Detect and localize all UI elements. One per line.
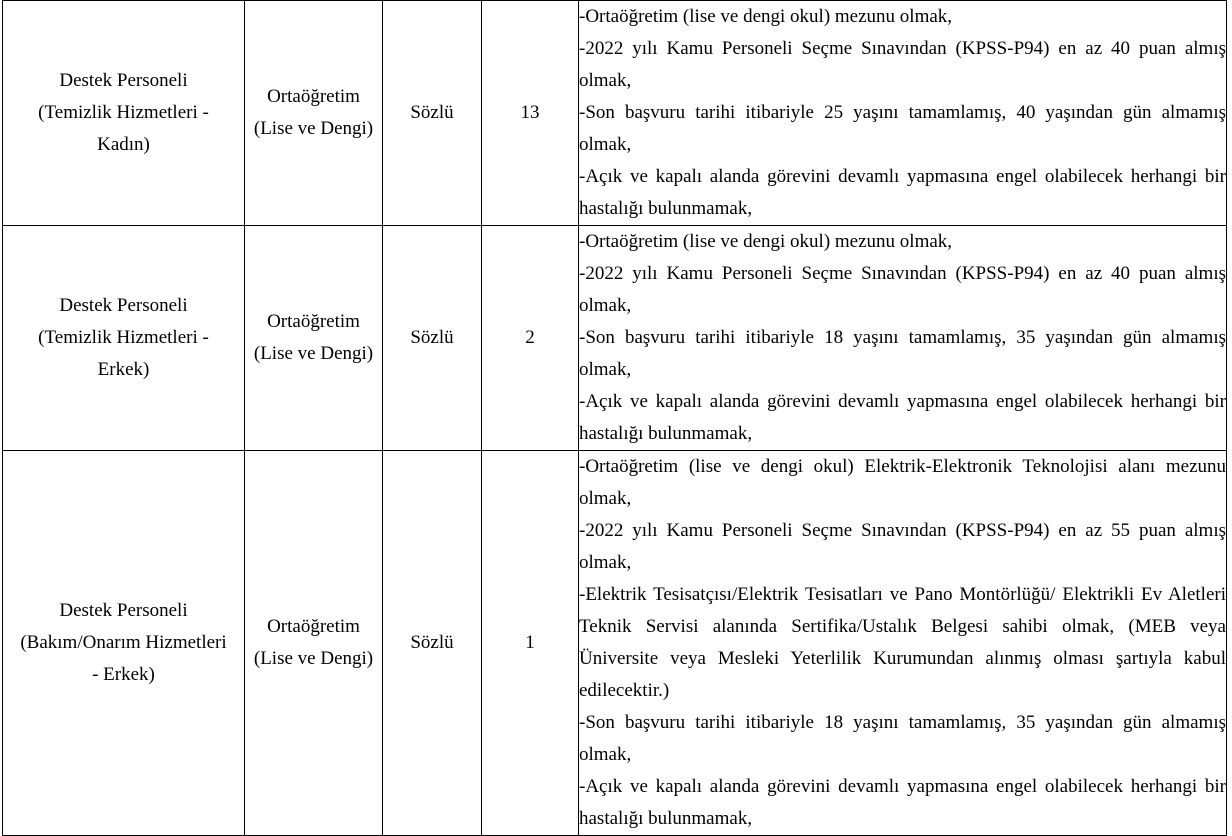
position-line: (Bakım/Onarım Hizmetleri bbox=[20, 632, 227, 653]
education-line: (Lise ve Dengi) bbox=[253, 118, 374, 139]
position-cell bbox=[3, 226, 245, 451]
table-row bbox=[3, 1, 1227, 226]
requirement-item: -Ortaöğretim (lise ve dengi okul) Elektrik-Elektronik Teknolojisi alanı mezunu olmak, bbox=[579, 456, 1226, 509]
position-line: Erkek) bbox=[97, 359, 150, 380]
position-line: (Temizlik Hizmetleri - bbox=[38, 327, 209, 348]
education-cell bbox=[245, 451, 383, 836]
position-count-cell: 1 bbox=[482, 451, 579, 836]
requirement-item: -2022 yılı Kamu Personeli Seçme Sınavından (KPSS-P94) en az 55 puan almış olmak, bbox=[579, 520, 1226, 573]
exam-type-cell: Sözlü bbox=[383, 1, 482, 226]
requirement-item: -Açık ve kapalı alanda görevini devamlı yapmasına engel olabilecek herhangi bir hastalığı bulunmamak, bbox=[579, 166, 1226, 219]
position-count-cell: 2 bbox=[482, 226, 579, 451]
requirement-item: -2022 yılı Kamu Personeli Seçme Sınavından (KPSS-P94) en az 40 puan almış olmak, bbox=[579, 38, 1226, 91]
requirement-item: -Son başvuru tarihi itibariyle 25 yaşını tamamlamış, 40 yaşından gün almamış olmak, bbox=[579, 102, 1226, 155]
personnel-requirements-table bbox=[2, 0, 1227, 836]
education-line: Ortaöğretim bbox=[267, 616, 360, 637]
requirements-cell bbox=[579, 226, 1227, 451]
table-row bbox=[3, 226, 1227, 451]
position-line: (Temizlik Hizmetleri - bbox=[38, 102, 209, 123]
position-line: Kadın) bbox=[97, 134, 150, 155]
position-cell bbox=[3, 1, 245, 226]
education-cell bbox=[245, 1, 383, 226]
education-line: (Lise ve Dengi) bbox=[253, 648, 374, 669]
position-line: Destek Personeli bbox=[59, 70, 188, 91]
requirement-item: -Son başvuru tarihi itibariyle 18 yaşını tamamlamış, 35 yaşından gün almamış olmak, bbox=[579, 712, 1226, 765]
education-line: Ortaöğretim bbox=[267, 311, 360, 332]
education-line: (Lise ve Dengi) bbox=[253, 343, 374, 364]
requirements-cell bbox=[579, 451, 1227, 836]
requirement-item: -Son başvuru tarihi itibariyle 18 yaşını tamamlamış, 35 yaşından gün almamış olmak, bbox=[579, 327, 1226, 380]
requirement-item: -Açık ve kapalı alanda görevini devamlı yapmasına engel olabilecek herhangi bir hastalığı bulunmamak, bbox=[579, 391, 1226, 444]
requirement-item: -Ortaöğretim (lise ve dengi okul) mezunu olmak, bbox=[579, 6, 953, 27]
education-line: Ortaöğretim bbox=[267, 86, 360, 107]
education-cell bbox=[245, 226, 383, 451]
requirement-item: -Açık ve kapalı alanda görevini devamlı yapmasına engel olabilecek herhangi bir hastalığı bulunmamak, bbox=[579, 776, 1226, 829]
requirements-cell bbox=[579, 1, 1227, 226]
requirement-item: -2022 yılı Kamu Personeli Seçme Sınavından (KPSS-P94) en az 40 puan almış olmak, bbox=[579, 263, 1226, 316]
requirement-item: -Elektrik Tesisatçısı/Elektrik Tesisatları ve Pano Montörlüğü/ Elektrikli Ev Aletleri Teknik Servisi alanında Sertifika/Ustalık Belgesi sahibi olmak, (MEB veya Üniversite veya Mesleki Yeterlilik Kurumundan alınmış olması şartıyla kabul edilecektir.) bbox=[579, 584, 1226, 701]
position-line: Destek Personeli bbox=[59, 295, 188, 316]
position-line: Destek Personeli bbox=[59, 600, 188, 621]
position-line: - Erkek) bbox=[92, 664, 155, 685]
exam-type-cell: Sözlü bbox=[383, 226, 482, 451]
position-cell bbox=[3, 451, 245, 836]
table-row bbox=[3, 451, 1227, 836]
position-count-cell: 13 bbox=[482, 1, 579, 226]
requirement-item: -Ortaöğretim (lise ve dengi okul) mezunu olmak, bbox=[579, 231, 953, 252]
exam-type-cell: Sözlü bbox=[383, 451, 482, 836]
